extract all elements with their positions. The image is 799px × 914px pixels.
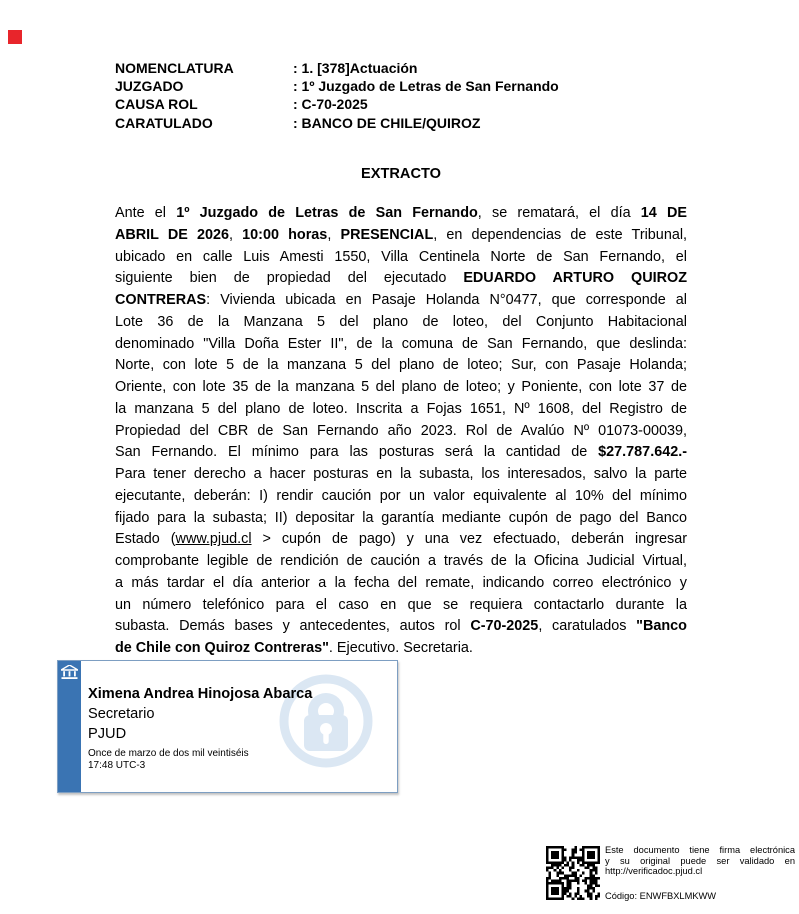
body-text-segment: CONTRERAS: [115, 292, 207, 308]
body-text-segment: Para tener derecho a hacer posturas en la subasta, los interesados, salvo la parte: [115, 466, 687, 482]
verification-code: Código: ENWFBXLMKWW: [605, 891, 717, 901]
body-line: [115, 551, 687, 573]
body-line: [115, 442, 687, 464]
header-value: : 1º Juzgado de Letras de San Fernando: [293, 78, 559, 95]
body-line: [115, 529, 687, 551]
body-text-segment: $27.787.642.-: [598, 444, 687, 461]
qr-code: [546, 846, 600, 900]
signature-time: 17:48 UTC-3: [88, 760, 146, 771]
header-label: CARATULADO: [115, 114, 213, 131]
body-text-segment: PRESENCIAL: [340, 226, 434, 243]
body-line: [115, 225, 687, 247]
body-text-segment: ABRIL DE 2026: [115, 226, 230, 243]
body-text-segment: Estado (: [115, 531, 176, 548]
body-line: [115, 268, 687, 290]
body-text-segment: 10:00 horas: [242, 226, 328, 243]
body-text-segment: > cupón de pago) y una vez efectuado, deberán ingresar: [251, 531, 687, 548]
signature-content: [88, 684, 312, 772]
header-table: [115, 59, 559, 132]
body-text-segment: ejecutante, deberán: I) rendir caución por un valor equivalente al 10% del mínimo: [115, 487, 687, 504]
body-line: [115, 377, 687, 399]
body-text-segment: . Ejecutivo. Secretaria.: [328, 640, 473, 656]
verification-line: y su original puede ser validado en: [605, 855, 795, 866]
body-text-segment: , caratulados: [538, 618, 637, 635]
body-text-segment: a más tardar el día anterior a la fecha del remate, indicando correo electrónico y: [115, 574, 687, 591]
body-text-segment: , en dependencias de este Tribunal,: [433, 226, 687, 243]
body-text-segment: ,: [327, 226, 341, 243]
verification-line: http://verificadoc.pjud.cl: [605, 866, 703, 877]
body-text-segment: "Banco: [636, 618, 687, 635]
signature-role: Secretario: [88, 706, 155, 722]
body-line: [115, 247, 687, 269]
header-row: [115, 95, 559, 113]
signature-box: [57, 660, 398, 793]
body-text-segment: EDUARDO ARTURO QUIROZ: [463, 270, 687, 287]
body-text-segment: 1º Juzgado de Letras de San Fernando: [176, 205, 478, 221]
body-text-segment: , se rematará, el día: [477, 205, 641, 221]
header-row: [115, 114, 559, 132]
body-line: [115, 421, 687, 443]
header-row: [115, 59, 559, 77]
body-text-segment: subasta. Demás bases y antecedentes, autos rol: [115, 618, 471, 635]
body-line: [115, 355, 687, 377]
body-line: [115, 595, 687, 617]
body-text-segment: Lote 36 de la Manzana 5 del plano de loteo, del Conjunto Habitacional: [115, 313, 687, 330]
body-line: [115, 312, 687, 334]
header-label: NOMENCLATURA: [115, 60, 234, 76]
body-line: [115, 399, 687, 421]
header-row: [115, 77, 559, 95]
body-line: [115, 508, 687, 530]
body-text-segment: C-70-2025: [470, 618, 539, 635]
body-line: [115, 203, 687, 225]
body-line: [115, 573, 687, 595]
signature-org: PJUD: [88, 726, 127, 742]
signature-date: Once de marzo de dos mil veintiséis: [88, 748, 249, 759]
body-line: [115, 334, 687, 356]
body-text-segment: de Chile con Quiroz Contreras": [115, 640, 329, 656]
body-text-segment: fijado para la subasta; II) depositar la garantía mediante cupón de pago del Banco: [115, 509, 687, 526]
body-text-segment: ubicado en calle Luis Amesti 1550, Villa Centinela Norte de San Fernando, el: [115, 248, 687, 265]
body-text-segment: un número telefónico para el caso en que se requiera contactarlo durante la: [115, 596, 687, 613]
header-label: CAUSA ROL: [115, 96, 198, 113]
body-line: [115, 638, 687, 660]
header-value: : C-70-2025: [293, 96, 368, 113]
body-paragraph: [115, 203, 687, 660]
courthouse-icon: [61, 665, 78, 680]
body-text-segment: Oriente, con lote 35 de la manzana 5 del plano de loteo; y Poniente, con lote 37 de: [115, 379, 687, 395]
body-text-segment: la manzana 5 del plano de loteo. Inscrita a Fojas 1651, Nº 1608, del Registro de: [115, 400, 687, 417]
body-text-segment: : Vivienda ubicada en Pasaje Holanda N°0477, que corresponde al: [206, 292, 687, 308]
body-line: [115, 290, 687, 312]
body-text-segment: siguiente bien de propiedad del ejecutado: [115, 270, 464, 287]
body-text-segment: comprobante legible de rendición de caución a través de la Oficina Judicial Virtual,: [115, 553, 687, 569]
header-value: : BANCO DE CHILE/QUIROZ: [293, 114, 481, 131]
signature-blue-bar: [58, 661, 81, 792]
body-text-segment: San Fernando. El mínimo para las posturas será la cantidad de: [115, 444, 599, 461]
body-line: [115, 486, 687, 508]
annotation-red-square-icon: [8, 30, 22, 44]
body-text-segment: 14 DE: [640, 205, 687, 221]
body-text-segment: ,: [229, 226, 243, 243]
body-line: [115, 616, 687, 638]
body-text-segment: denominado "Villa Doña Ester II", de la comuna de San Fernando, que deslinda:: [115, 335, 687, 352]
body-text-segment: Norte, con lote 5 de la manzana 5 del plano de loteo; Sur, con Pasaje Holanda;: [115, 357, 687, 374]
body-text-segment: Propiedad del CBR de San Fernando año 2023. Rol de Avalúo Nº 01073-00039,: [115, 422, 687, 439]
body-line: [115, 464, 687, 486]
verification-line: Este documento tiene firma electrónica: [605, 845, 795, 855]
header-value: : 1. [378]Actuación: [293, 60, 418, 76]
pjud-url-link[interactable]: www.pjud.cl: [175, 531, 252, 548]
body-text-segment: Ante el: [115, 205, 177, 221]
page-title: EXTRACTO: [360, 166, 441, 182]
signature-name: Ximena Andrea Hinojosa Abarca: [88, 686, 313, 702]
header-label: JUZGADO: [115, 78, 184, 95]
verification-text: [605, 845, 795, 877]
